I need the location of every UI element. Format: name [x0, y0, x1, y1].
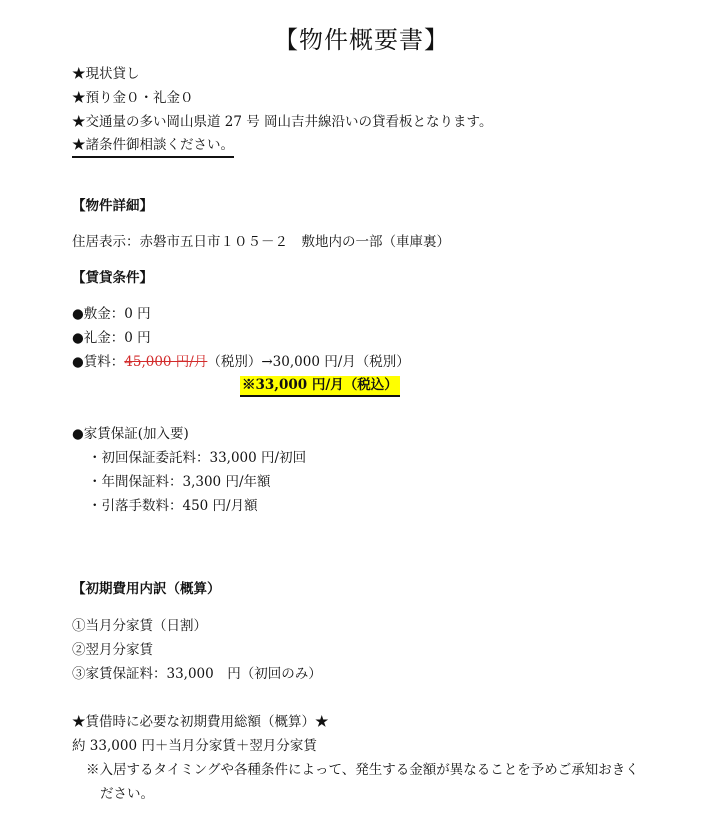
- conditions-rent: [72, 353, 410, 371]
- guarantee-heading: ●家賃保証(加入要): [72, 426, 189, 442]
- conditions-heading: 【賃貸条件】: [72, 270, 153, 286]
- highlight-deposit: ★預り金０・礼金０: [72, 90, 194, 106]
- highlight-current-state: ★現状貸し: [72, 66, 140, 82]
- initial-costs-heading: 【初期費用内訳（概算）: [72, 581, 221, 597]
- total-heading: ★賃借時に必要な初期費用総額（概算）★: [72, 714, 329, 730]
- rent-old-price: 45,000 円/月: [124, 354, 208, 370]
- details-address: 住居表示：赤磐市五日市１０５－２ 敷地内の一部（車庫裏）: [72, 234, 450, 250]
- total-note-line2: ださい。: [100, 786, 154, 802]
- highlight-traffic: ★交通量の多い岡山県道 27 号 岡山吉井線沿いの貸看板となります。: [72, 114, 493, 130]
- highlight-negotiable: ★諸条件御相談ください。: [72, 136, 234, 158]
- rent-tax-included-row: [240, 376, 400, 394]
- rent-tax-included: ※33,000 円/月（税込）: [240, 376, 400, 397]
- initial-cost-item-current: ①当月分家賃（日割）: [72, 618, 207, 634]
- total-formula: 約 33,000 円＋当月分家賃＋翌月分家賃: [72, 738, 317, 754]
- initial-cost-item-guarantee: ③家賃保証料：33,000 円（初回のみ）: [72, 666, 322, 682]
- initial-cost-item-next: ②翌月分家賃: [72, 642, 153, 658]
- conditions-key-money: ●礼金：0 円: [72, 330, 151, 346]
- total-note-line1: ※入居するタイミングや各種条件によって、発生する金額が異なることを予めご承知おきく: [86, 762, 639, 778]
- guarantee-item-annual: ・年間保証料：3,300 円/年額: [88, 474, 271, 490]
- rent-label: ●賃料：: [72, 354, 125, 370]
- details-heading: 【物件詳細】: [72, 198, 153, 214]
- document-title: 【物件概要書】: [274, 26, 449, 54]
- conditions-deposit: ●敷金：0 円: [72, 306, 151, 322]
- guarantee-item-fee: ・引落手数料：450 円/月額: [88, 498, 258, 514]
- rent-new-price: （税別）→30,000 円/月（税別）: [207, 354, 410, 370]
- guarantee-item-initial: ・初回保証委託料：33,000 円/初回: [88, 450, 307, 466]
